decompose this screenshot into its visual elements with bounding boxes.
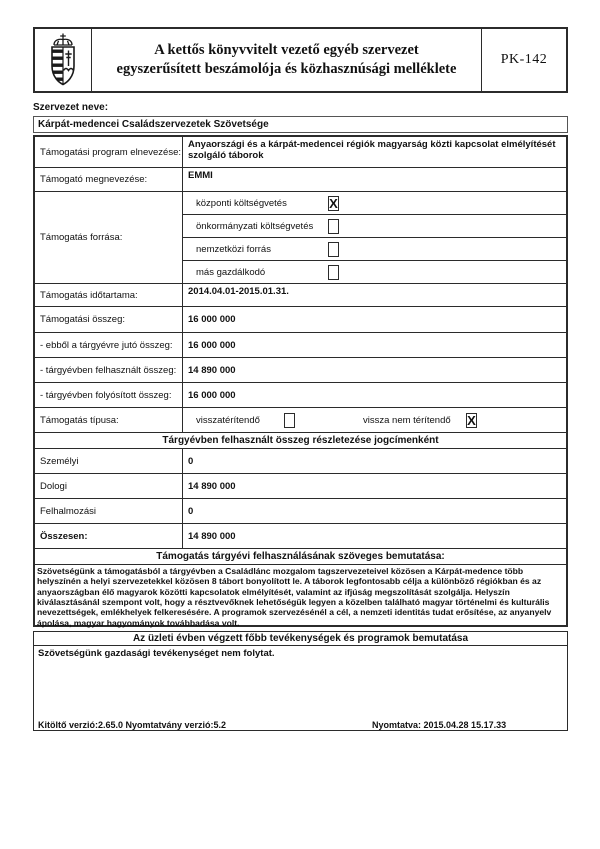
amount-label: - tárgyévben felhasznált összeg: xyxy=(35,358,183,382)
form-title-line2: egyszerűsített beszámolója és közhasznúsági melléklete xyxy=(116,61,457,77)
footer-printed-text: Nyomtatva: 2015.04.28 15.17.33 xyxy=(372,720,507,730)
checkbox-nemzetkozi-forras xyxy=(328,242,339,257)
breakdown-section-header: Tárgyévben felhasznált összeg részletezése jogcímenként xyxy=(35,433,566,449)
program-label: Támogatási program elnevezése: xyxy=(35,137,183,167)
activities-section xyxy=(33,631,568,731)
activities-section-header: Az üzleti évben végzett főbb tevékenységek és programok bemutatása xyxy=(34,632,567,646)
activities-text: Szövetségünk gazdasági tevékenységet nem folytat. xyxy=(38,648,275,659)
source-option-row xyxy=(183,238,566,261)
breakdown-label: Dologi xyxy=(35,474,183,498)
breakdown-row xyxy=(35,449,566,474)
form-header xyxy=(33,27,568,93)
type-option-label: visszatérítendő xyxy=(196,414,260,426)
breakdown-value: 0 xyxy=(188,505,194,517)
table-row-duration xyxy=(35,284,566,307)
source-option-label: központi költségvetés xyxy=(196,197,287,209)
amount-value: 14 890 000 xyxy=(188,364,236,376)
source-label: Támogatás forrása: xyxy=(35,192,183,283)
amount-label: Támogatási összeg: xyxy=(35,307,183,332)
type-option-label: vissza nem térítendő xyxy=(363,414,451,426)
program-value: Anyaországi és a kárpát-medencei régiók magyarság közti kapcsolat elmélyítését szolgáló táborok xyxy=(188,139,556,161)
source-option-label: önkormányzati költségvetés xyxy=(196,220,314,232)
breakdown-total-value: 14 890 000 xyxy=(188,530,236,542)
amount-label: - ebből a tárgyévre jutó összeg: xyxy=(35,333,183,357)
breakdown-label: Személyi xyxy=(35,449,183,473)
duration-label: Támogatás időtartama: xyxy=(35,284,183,306)
usage-section-header: Támogatás tárgyévi felhasználásának szöveges bemutatása: xyxy=(35,549,566,565)
source-option-row xyxy=(183,261,566,283)
checkbox-visszateritendo xyxy=(284,413,295,428)
sponsor-value: EMMI xyxy=(188,170,213,181)
type-label: Támogatás típusa: xyxy=(35,408,183,432)
breakdown-row xyxy=(35,499,566,524)
checkbox-vissza-nem-teritendo: X xyxy=(467,412,476,428)
amount-value: 16 000 000 xyxy=(188,314,236,325)
organization-name-label: Szervezet neve: xyxy=(33,102,109,113)
table-row-amount xyxy=(35,383,566,408)
amount-value: 16 000 000 xyxy=(188,339,236,351)
breakdown-value: 0 xyxy=(188,455,194,467)
breakdown-total-label: Összesen: xyxy=(35,524,183,548)
amount-value: 16 000 000 xyxy=(188,389,236,401)
breakdown-row-total xyxy=(35,524,566,549)
duration-value: 2014.04.01-2015.01.31. xyxy=(188,286,289,297)
source-option-row xyxy=(183,192,566,215)
checkbox-mas-gazdalkodo xyxy=(328,265,339,280)
table-row-amount xyxy=(35,358,566,383)
hungarian-coat-of-arms-icon xyxy=(35,29,92,91)
support-table xyxy=(33,135,568,627)
checkbox-kozponti-koltsegvetes: X xyxy=(329,195,338,211)
source-option-label: nemzetközi forrás xyxy=(196,243,271,255)
form-code: PK-142 xyxy=(481,29,566,91)
page-footer xyxy=(38,720,568,730)
organization-name-field: Kárpát-medencei Családszervezetek Szövetsége xyxy=(33,116,568,133)
amount-label: - tárgyévben folyósított összeg: xyxy=(35,383,183,407)
table-row-program xyxy=(35,137,566,168)
breakdown-row xyxy=(35,474,566,499)
checkbox-onkormanyzati-koltsegvetes xyxy=(328,219,339,234)
table-row-amount xyxy=(35,333,566,358)
breakdown-value: 14 890 000 xyxy=(188,480,236,492)
table-row-sponsor xyxy=(35,168,566,192)
source-option-row xyxy=(183,215,566,238)
form-title-line1: A kettős könyvvitelt vezető egyéb szervezet xyxy=(154,42,419,59)
form-title xyxy=(92,29,481,91)
source-option-label: más gazdálkodó xyxy=(196,266,266,278)
usage-description-text: Szövetségünk a támogatásból a tárgyévben a Családlánc mozgalom tagszervezeteivel közösen a Kárpát-medence több helyszínén a helyi szervezetekkel közösen 8 tábort bonyolított le. A táborok legfontosabb célja a különböző régiókban és az anyaországban élő magyarok közötti kapcsolatok elmélyítését, valamint az ifjúság megszolítását szolgálja. Helyszín kiválasztásánál szempont volt, hogy a résztvevőknek lehetőségük legyen a közelben található magyar történelmi és kulturális nevezettségek, emlékhelyek felkeresésére. A programok szervezésénél a cél, a nemzeti identitás tudat erősítése, az anyanyelv ápolása, magyar hagyományok továbbadása volt. xyxy=(37,566,552,628)
table-row-amount xyxy=(35,307,566,333)
breakdown-label: Felhalmozási xyxy=(35,499,183,523)
table-row-source xyxy=(35,192,566,284)
table-row-type xyxy=(35,408,566,433)
footer-version-text: Kitöltő verzió:2.65.0 Nyomtatvány verzió:5.2 xyxy=(38,720,227,730)
sponsor-label: Támogató megnevezése: xyxy=(35,168,183,191)
